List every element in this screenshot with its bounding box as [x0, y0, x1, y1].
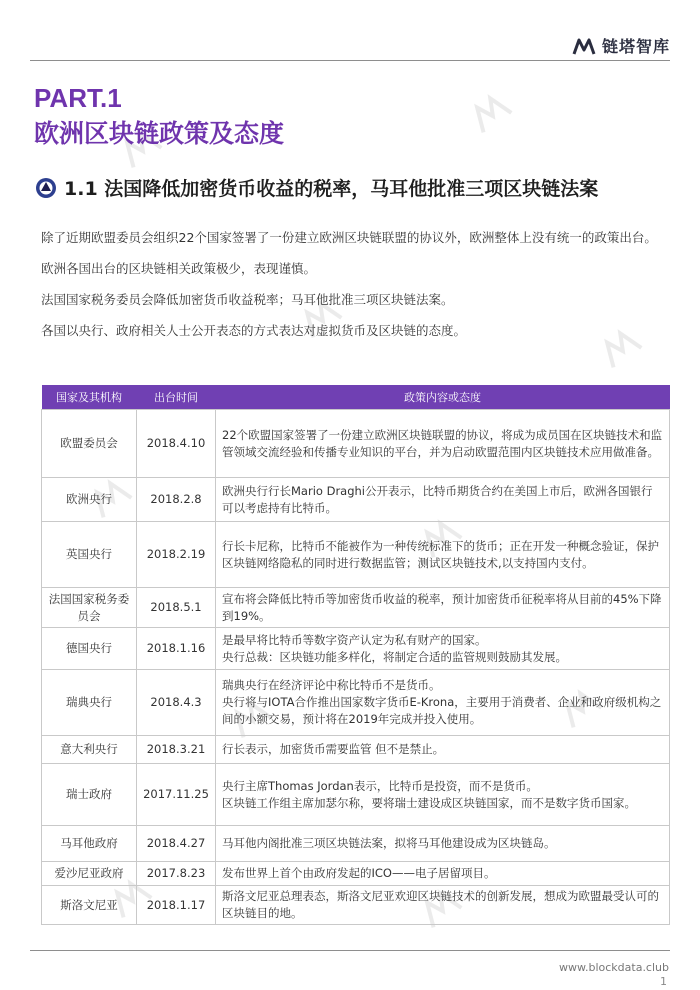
table-row	[42, 764, 670, 826]
col-header-country: 国家及其机构	[42, 385, 137, 410]
policy-cell: 是最早将比特币等数字资产认定为私有财产的国家。 央行总裁：区块链功能多样化，将制定合适的监管规则鼓励其发展。	[216, 628, 670, 670]
section-heading	[34, 174, 598, 201]
brand-logo	[572, 34, 670, 57]
policy-cell: 宣布将会降低比特币等加密货币收益的税率，预计加密货币征税率将从目前的45%下降到19%。	[216, 588, 670, 628]
footer-url: www.blockdata.club	[559, 961, 669, 974]
intro-paragraph: 各国以央行、政府相关人士公开表态的方式表达对虚拟货币及区块链的态度。	[41, 323, 467, 338]
country-cell: 斯洛文尼亚	[42, 886, 137, 925]
table-header-row	[42, 385, 670, 410]
country-cell: 欧洲央行	[42, 478, 137, 522]
table-row	[42, 628, 670, 670]
table-row	[42, 588, 670, 628]
country-cell: 欧盟委员会	[42, 410, 137, 478]
page-number: 1	[660, 975, 667, 988]
part-title: 欧洲区块链政策及态度	[34, 119, 285, 148]
table-row	[42, 736, 670, 764]
date-cell: 2018.1.17	[137, 886, 216, 925]
section-title: 1.1 法国降低加密货币收益的税率，马耳他批准三项区块链法案	[64, 178, 599, 200]
policy-cell: 22个欧盟国家签署了一份建立欧洲区块链联盟的协议，将成为成员国在区块链技术和监管领域交流经验和传播专业知识的平台，并为启动欧盟范围内区块链技术应用做准备。	[216, 410, 670, 478]
table-row	[42, 670, 670, 736]
country-cell: 法国国家税务委员会	[42, 588, 137, 628]
section-bullet-icon	[34, 176, 58, 200]
table-row	[42, 478, 670, 522]
date-cell: 2018.2.8	[137, 478, 216, 522]
col-header-date: 出台时间	[137, 385, 216, 410]
country-cell: 瑞士政府	[42, 764, 137, 826]
policy-cell: 瑞典央行在经济评论中称比特币不是货币。 央行将与IOTA合作推出国家数字货币E-Krona，主要用于消费者、企业和政府级机构之间的小额交易，预计将在2019年完成并投入使用。	[216, 670, 670, 736]
footer-divider	[30, 950, 670, 951]
intro-paragraph: 除了近期欧盟委员会组织22个国家签署了一份建立欧洲区块链联盟的协议外，欧洲整体上没有统一的政策出台。	[41, 230, 657, 245]
policy-table	[41, 385, 670, 925]
table-row	[42, 862, 670, 886]
policy-cell: 欧洲央行行长Mario Draghi公开表示，比特币期货合约在美国上市后，欧洲各国银行可以考虑持有比特币。	[216, 478, 670, 522]
table-row	[42, 886, 670, 925]
country-cell: 意大利央行	[42, 736, 137, 764]
part-label: PART.1	[34, 83, 122, 113]
policy-cell: 马耳他内阁批准三项区块链法案，拟将马耳他建设成为区块链岛。	[216, 826, 670, 862]
date-cell: 2018.1.16	[137, 628, 216, 670]
date-cell: 2018.2.19	[137, 522, 216, 588]
watermark-mark	[464, 87, 516, 138]
date-cell: 2017.8.23	[137, 862, 216, 886]
brand-mark-icon	[572, 36, 596, 56]
table-row	[42, 522, 670, 588]
date-cell: 2018.4.10	[137, 410, 216, 478]
date-cell: 2018.5.1	[137, 588, 216, 628]
policy-cell: 发布世界上首个由政府发起的ICO——电子居留项目。	[216, 862, 670, 886]
intro-paragraph: 欧洲各国出台的区块链相关政策极少，表现谨慎。	[41, 261, 317, 276]
col-header-policy: 政策内容或态度	[216, 385, 670, 410]
intro-paragraph: 法国国家税务委员会降低加密货币收益税率；马耳他批准三项区块链法案。	[41, 292, 454, 307]
country-cell: 马耳他政府	[42, 826, 137, 862]
policy-cell: 央行主席Thomas Jordan表示，比特币是投资，而不是货币。 区块链工作组主席加瑟尔称，要将瑞士建设成区块链国家，而不是数字货币国家。	[216, 764, 670, 826]
country-cell: 德国央行	[42, 628, 137, 670]
policy-cell: 行长卡尼称，比特币不能被作为一种传统标准下的货币；正在开发一种概念验证，保护区块链网络隐私的同时进行数据监管；测试区块链技术,以支持国内支付。	[216, 522, 670, 588]
policy-cell: 斯洛文尼亚总理表态，斯洛文尼亚欢迎区块链技术的创新发展，想成为欧盟最受认可的区块链目的地。	[216, 886, 670, 925]
policy-cell: 行长表示，加密货币需要监管 但不是禁止。	[216, 736, 670, 764]
intro-text	[41, 222, 671, 346]
country-cell: 英国央行	[42, 522, 137, 588]
country-cell: 爱沙尼亚政府	[42, 862, 137, 886]
country-cell: 瑞典央行	[42, 670, 137, 736]
date-cell: 2018.4.3	[137, 670, 216, 736]
date-cell: 2018.3.21	[137, 736, 216, 764]
header-divider	[30, 60, 670, 61]
date-cell: 2017.11.25	[137, 764, 216, 826]
table-row	[42, 410, 670, 478]
date-cell: 2018.4.27	[137, 826, 216, 862]
brand-name: 链塔智库	[601, 37, 670, 56]
table-row	[42, 826, 670, 862]
